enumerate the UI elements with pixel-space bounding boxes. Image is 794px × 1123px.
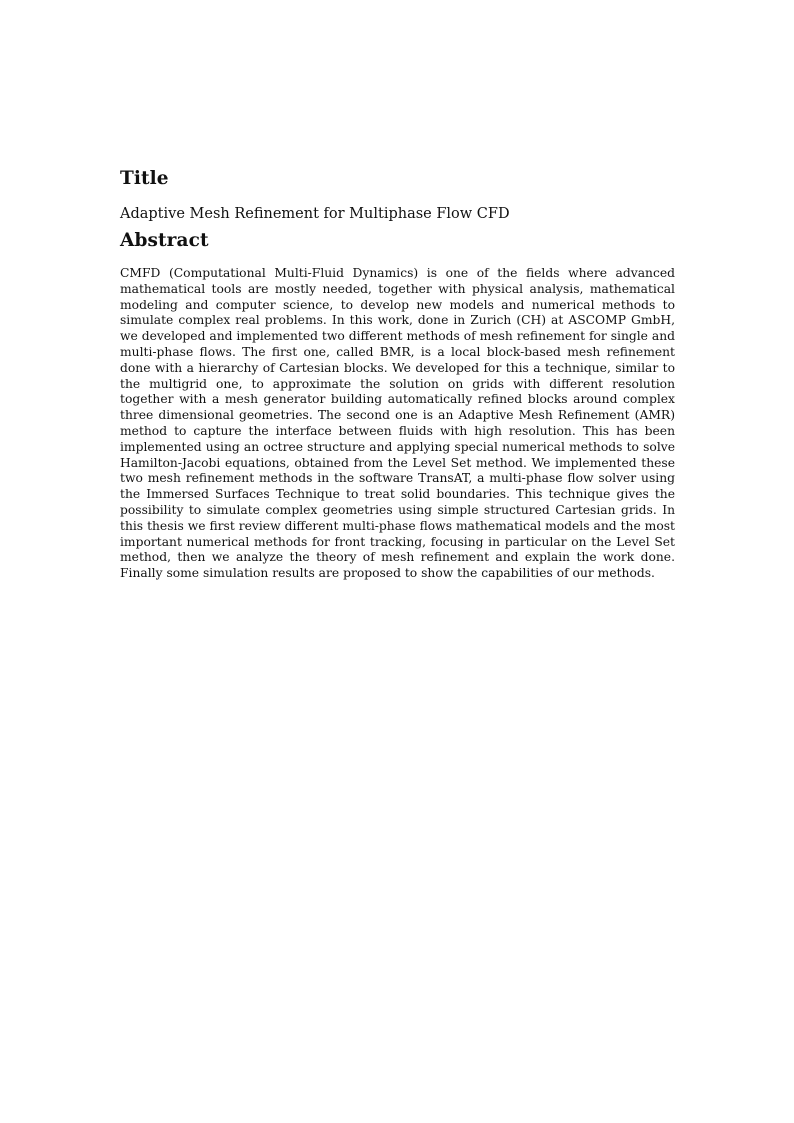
abstract-heading: Abstract [120,230,209,251]
title-text: Adaptive Mesh Refinement for Multiphase Flow CFD [120,206,510,222]
abstract-paragraph: CMFD (Computational Multi-Fluid Dynamics) is one of the fields where advanced mathematical tools are mostly needed, together with physical analysis, mathematical modeling and computer science, to develop new models and numerical methods to simulate complex real problems. In this work, done in Zurich (CH) at ASCOMP GmbH, we developed and implemented two different methods of mesh refinement for single and multi-phase flows. The first one, called BMR, is a local block-based mesh refinement done with a hierarchy of Cartesian blocks. We developed for this a technique, similar to the multigrid one, to approximate the solution on grids with different resolution together with a mesh generator building automatically refined blocks around complex three dimensional geometries. The second one is an Adaptive Mesh Refinement (AMR) method to capture the interface between fluids with high resolution. This has been implemented using an octree structure and applying special numerical methods to solve Hamilton-Jacobi equations, obtained from the Level Set method. We implemented these two mesh refinement methods in the software TransAT, a multi-phase flow solver using the Immersed Surfaces Technique to treat solid boundaries. This technique gives the possibility to simulate complex geometries using simple structured Cartesian grids. In this thesis we first review different multi-phase flows mathematical models and the most important numerical methods for front tracking, focusing in particular on the Level Set method, then we analyze the theory of mesh refinement and explain the work done. Finally some simulation results are proposed to show the capabilities of our methods. [120,266,675,581]
title-heading: Title [120,168,169,189]
document-content [120,166,675,582]
